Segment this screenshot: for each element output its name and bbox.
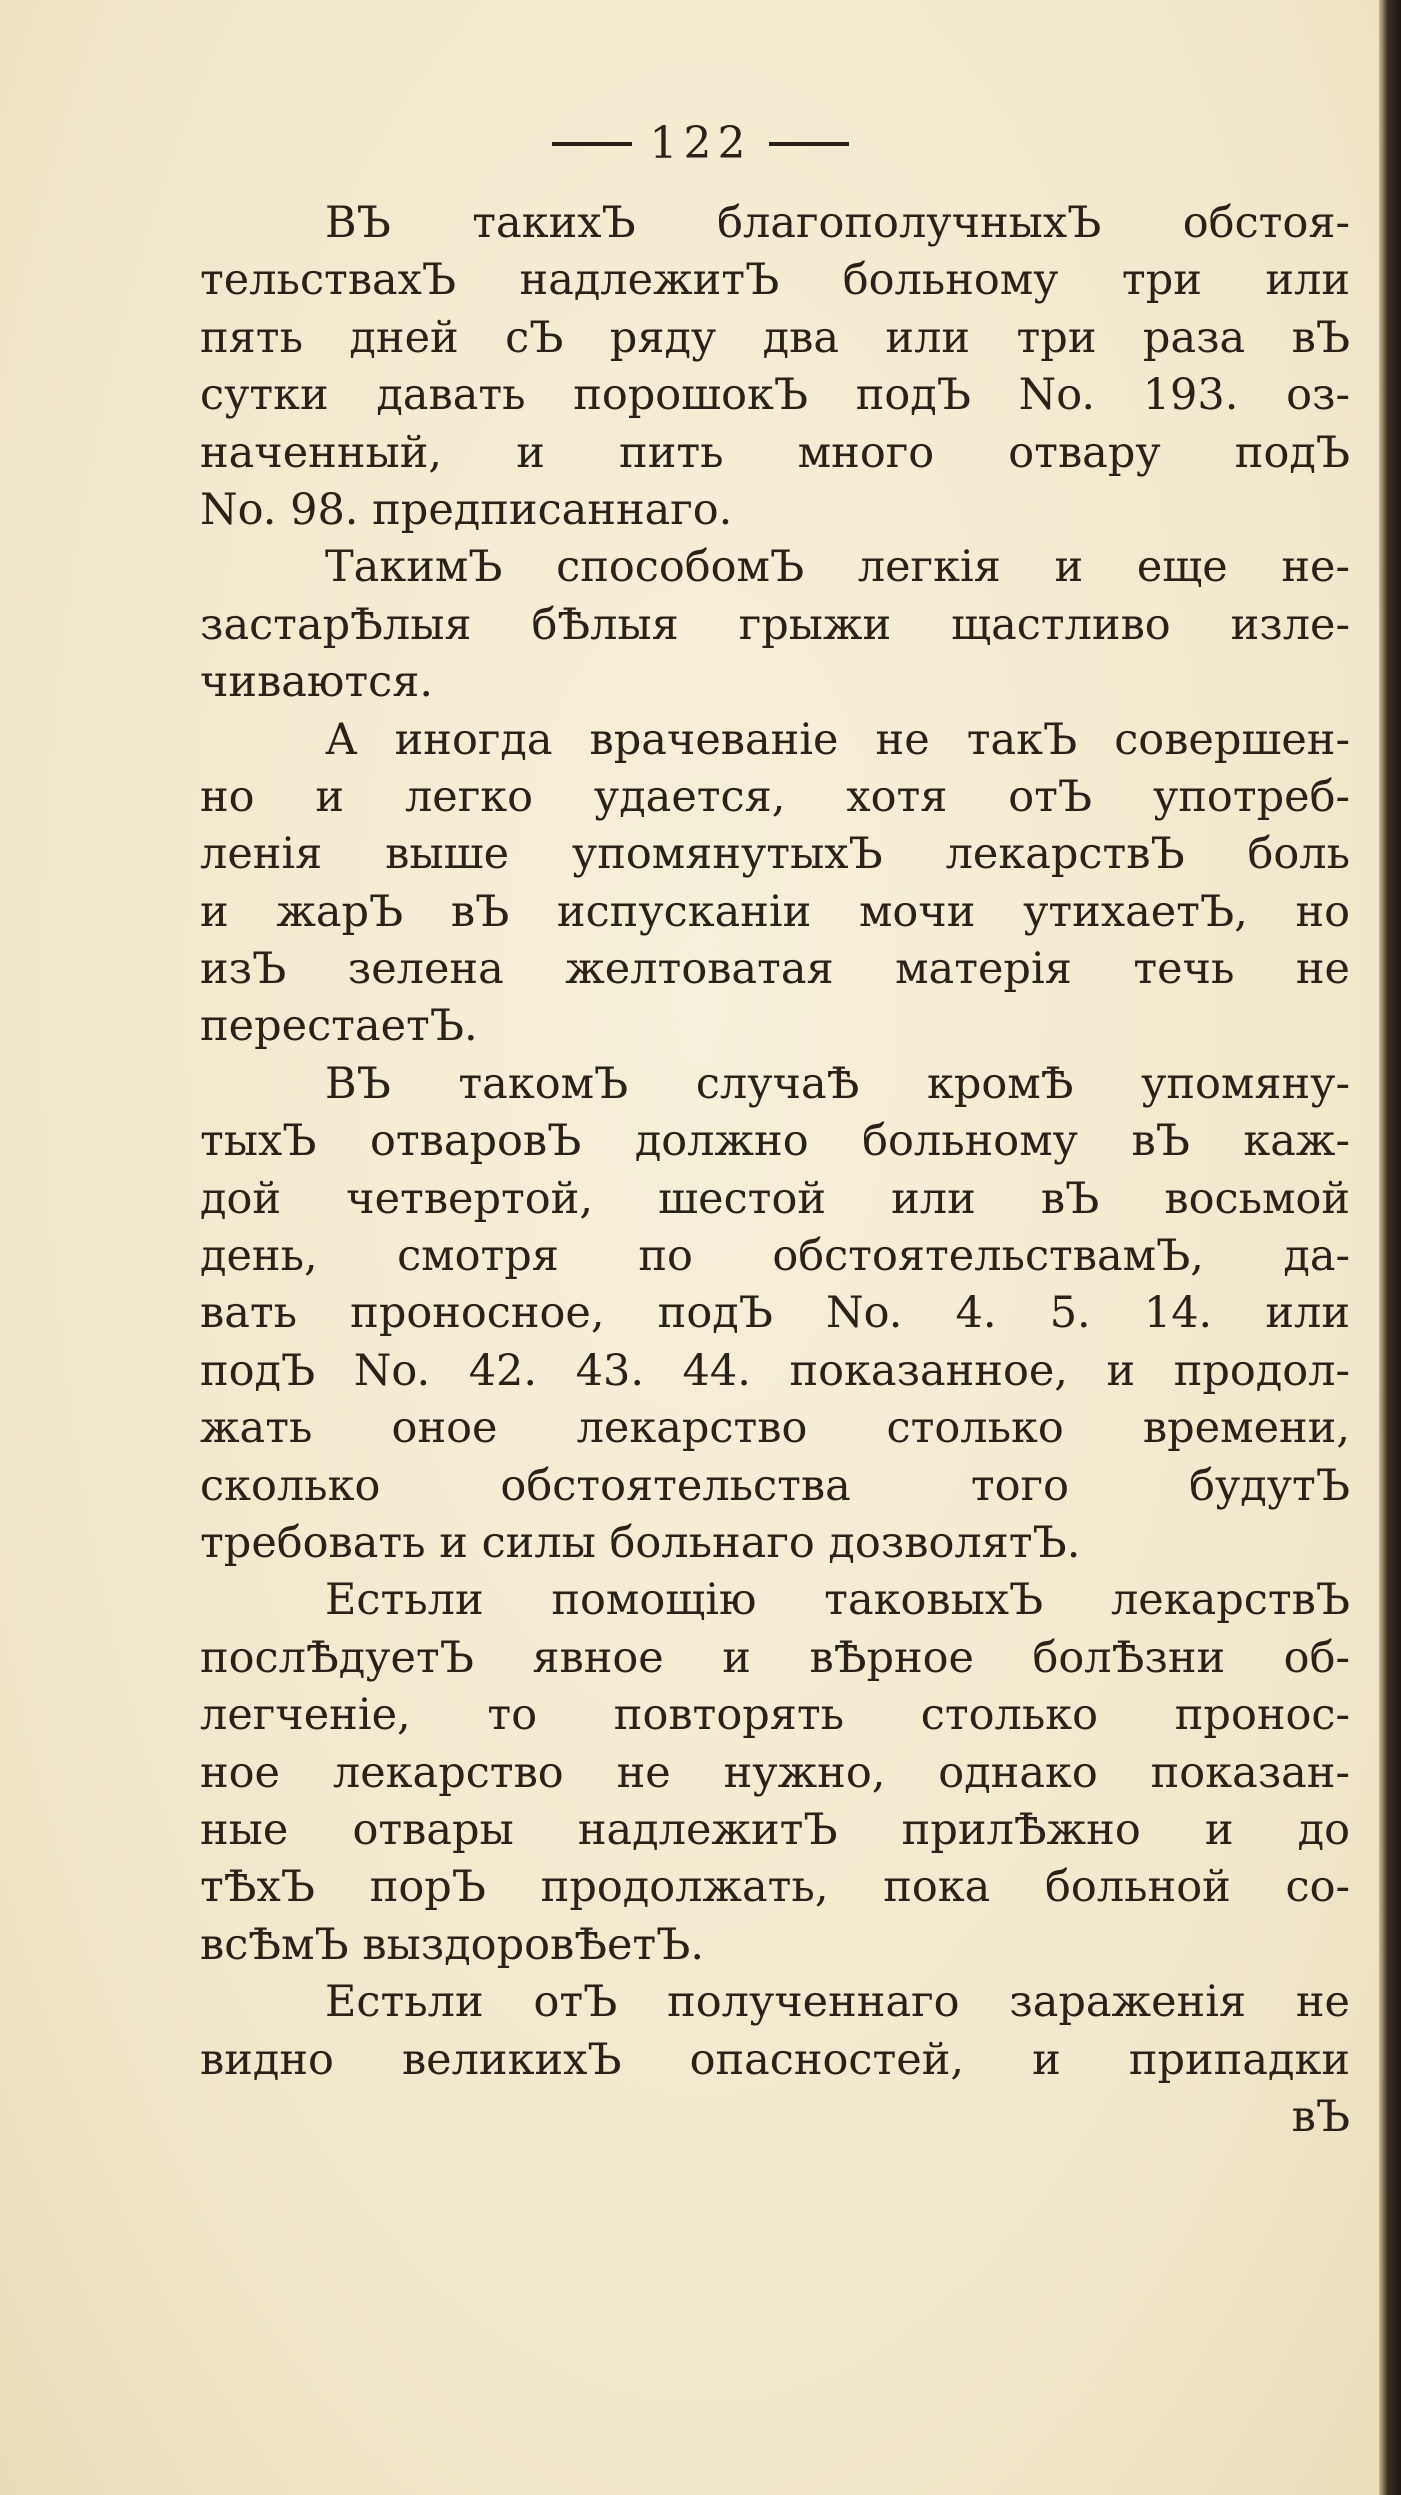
text-line: ленія выше упомянутыхЪ лекарствЪ боль [200, 829, 1350, 880]
text-line: сутки давать порошокЪ подЪ No. 193. оз- [200, 370, 1350, 421]
text-line: всѢмЪ выздоровѢетЪ. [200, 1919, 705, 1970]
text-line: вЪ [1291, 2091, 1350, 2142]
text-line: ные отвары надлежитЪ прилѢжно и до [200, 1804, 1350, 1855]
text-line: застарѢлыя бѢлыя грыжи щастливо изле- [200, 599, 1350, 650]
text-line: ВЪ такомЪ случаѢ кромѢ упомяну- [325, 1058, 1350, 1109]
text-line: ВЪ такихЪ благополучныхЪ обстоя- [325, 198, 1350, 248]
header-rule-right [769, 142, 849, 146]
text-line: требовать и силы больнаго дозволятЪ. [200, 1517, 1081, 1568]
text-line: вать проносное, подЪ No. 4. 5. 14. или [200, 1288, 1350, 1339]
text-line: тѢхЪ порЪ продолжать, пока больной со- [200, 1862, 1350, 1913]
text-line: ТакимЪ способомЪ легкія и еще не- [325, 542, 1350, 593]
page-edge [1379, 0, 1401, 2495]
text-line: А иногда врачеваніе не такЪ совершен- [325, 714, 1350, 765]
text-line: жать оное лекарство столько времени, [200, 1403, 1350, 1454]
text-line: видно великихЪ опасностей, и припадки [200, 2034, 1350, 2085]
text-line: наченный, и пить много отвару подЪ [200, 427, 1350, 478]
text-line: дой четвертой, шестой или вЪ восьмой [200, 1173, 1350, 1224]
page-header [0, 118, 1401, 169]
body-text [200, 195, 1350, 2146]
text-line: но и легко удается, хотя отЪ употреб- [200, 771, 1350, 822]
text-line: тельствахЪ надлежитЪ больному три или [200, 255, 1350, 306]
text-line: сколько обстоятельства того будутЪ [200, 1460, 1350, 1511]
text-line: и жарЪ вЪ испусканіи мочи утихаетЪ, но [200, 886, 1350, 937]
text-line: Естьли отЪ полученнаго зараженія не [325, 1977, 1350, 2028]
text-line: Естьли помощію таковыхЪ лекарствЪ [325, 1575, 1350, 1626]
text-line: перестаетЪ. [200, 1001, 478, 1052]
text-line: день, смотря по обстоятельствамЪ, да- [200, 1231, 1350, 1282]
text-line: чиваются. [200, 657, 434, 708]
text-line: подЪ No. 42. 43. 44. показанное, и продол- [200, 1345, 1350, 1396]
text-line: послѢдуетЪ явное и вѢрное болѢзни об- [200, 1632, 1350, 1683]
text-line: ное лекарство не нужно, однако показан- [200, 1747, 1350, 1798]
text-line: тыхЪ отваровЪ должно больному вЪ каж- [200, 1116, 1350, 1167]
text-line: легченіе, то повторять столько пронос- [200, 1690, 1350, 1741]
text-line: пять дней сЪ ряду два или три раза вЪ [200, 312, 1350, 363]
text-line: No. 98. предписаннаго. [200, 484, 733, 535]
page-number: 122 [649, 118, 752, 169]
header-rule-left [552, 142, 632, 146]
text-line: изЪ зелена желтоватая матерія течь не [200, 944, 1350, 995]
